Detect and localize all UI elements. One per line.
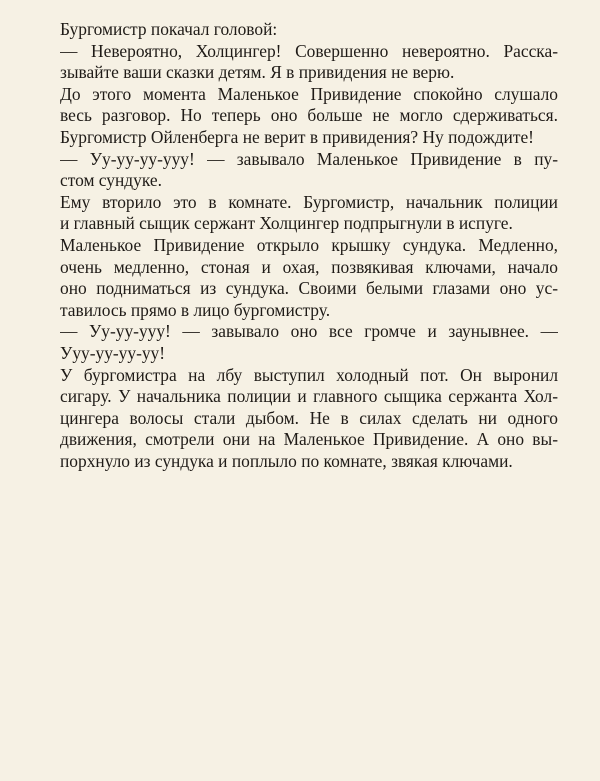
text-line: Бургомистр покачал головой: [60, 19, 278, 39]
text-line: стом сундуке. [60, 170, 162, 191]
text-line: цингера волосы стали дыбом. Не в силах сделать ни одного [60, 407, 558, 428]
text-line: Маленькое Привидение открыло крышку сундука. Медленно, [60, 234, 558, 255]
text-line: очень медленно, стоная и охая, позвякивая ключами, начало [60, 256, 558, 277]
text-line: — Уу-уу-ууу! — завывало оно все громче и заунывнее. — [60, 321, 558, 342]
text-line: зывайте ваши сказки детям. Я в привидения не верю. [60, 62, 455, 83]
text-line: До этого момента Маленькое Привидение спокойно слушало [60, 83, 558, 104]
text-line: Бургомистр Ойленберга не верит в привидения? Ну подождите! [60, 126, 534, 147]
text-line: порхнуло из сундука и поплыло по комнате, звякая ключами. [60, 450, 513, 471]
text-line: весь разговор. Но теперь оно больше не могло сдерживаться. [60, 105, 558, 126]
text-line: У бургомистра на лбу выступил холодный пот. Он выронил [60, 364, 558, 385]
text-line: — Невероятно, Холцингер! Совершенно невероятно. Расска- [60, 40, 558, 61]
text-line: Ууу-уу-уу-уу! [60, 342, 166, 363]
text-line: сигару. У начальника полиции и главного сыщика сержанта Хол- [60, 386, 558, 407]
story-text [60, 19, 558, 472]
text-line: и главный сыщик сержант Холцингер подпрыгнули в испуге. [60, 213, 513, 234]
text-line: движения, смотрели они на Маленькое Привидение. А оно вы- [60, 429, 558, 450]
text-line: — Уу-уу-уу-ууу! — завывало Маленькое Привидение в пу- [60, 148, 558, 169]
text-line: Ему вторило это в комнате. Бургомистр, начальник полиции [60, 191, 558, 212]
text-line: тавилось прямо в лицо бургомистру. [60, 299, 331, 320]
text-line: оно подниматься из сундука. Своими белыми глазами оно ус- [60, 278, 558, 299]
